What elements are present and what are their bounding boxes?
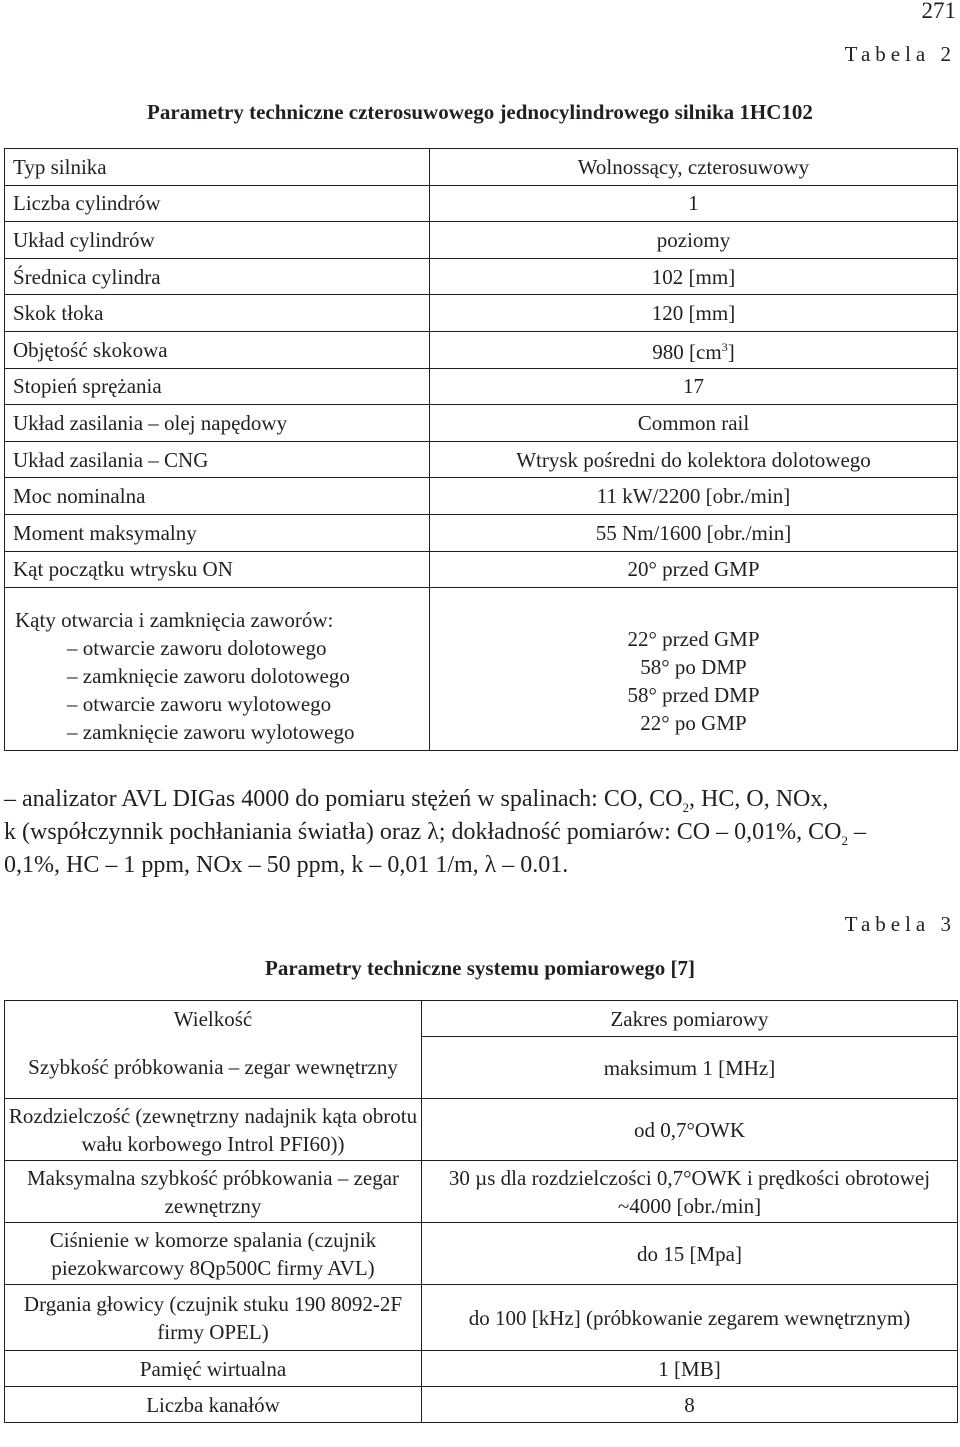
param-name: Stopień sprężania xyxy=(5,368,430,405)
column-header: Wielkość xyxy=(5,1001,422,1037)
table-row xyxy=(5,602,958,751)
table-2-label: Tabela 2 xyxy=(844,42,956,66)
table-row xyxy=(5,1223,958,1285)
param-value: 8 xyxy=(422,1387,958,1423)
table-row xyxy=(5,514,958,551)
param-name: Układ zasilania – CNG xyxy=(5,441,430,478)
subscript: 2 xyxy=(682,799,690,815)
valves-values xyxy=(430,602,958,751)
paragraph-line xyxy=(4,819,866,849)
param-name: Maksymalna szybkość próbkowania – zegar zewnętrzny xyxy=(5,1161,422,1223)
valves-heading: Kąty otwarcia i zamknięcia zaworów: xyxy=(15,608,334,633)
column-header: Zakres pomiarowy xyxy=(422,1001,958,1037)
paragraph-text: – xyxy=(847,819,866,845)
param-name: Kąt początku wtrysku ON xyxy=(5,551,430,588)
param-name: Średnica cylindra xyxy=(5,258,430,295)
paragraph-line xyxy=(4,786,828,816)
table-row xyxy=(5,331,958,368)
paragraph-text: , HC, O, NOx, xyxy=(689,786,829,812)
param-value: maksimum 1 [MHz] xyxy=(422,1037,958,1099)
table-row xyxy=(5,185,958,222)
superscript: 3 xyxy=(721,340,728,355)
valve-item: – zamknięcie zaworu wylotowego xyxy=(67,720,355,745)
param-value: 20° przed GMP xyxy=(430,551,958,588)
table-row xyxy=(5,1285,958,1351)
param-value: 1 xyxy=(430,185,958,222)
valve-value: 22° po GMP xyxy=(640,711,747,736)
table-header-row xyxy=(5,1001,958,1037)
valve-value: 58° przed DMP xyxy=(627,683,760,708)
table-3-label: Tabela 3 xyxy=(844,912,956,936)
valve-item: – otwarcie zaworu dolotowego xyxy=(67,636,327,661)
valves-names xyxy=(5,602,430,751)
table-row xyxy=(5,1351,958,1387)
param-value: 102 [mm] xyxy=(430,258,958,295)
table-2-title: Parametry techniczne czterosuwowego jednocylindrowego silnika 1HC102 xyxy=(147,100,813,124)
table-row xyxy=(5,368,958,405)
valve-value: 58° po DMP xyxy=(640,655,747,680)
param-value: poziomy xyxy=(430,222,958,259)
param-value: 17 xyxy=(430,368,958,405)
param-value: Wtrysk pośredni do kolektora dolotowego xyxy=(430,441,958,478)
measurement-system-table xyxy=(4,1000,958,1423)
value-text: 980 [cm xyxy=(652,340,722,365)
table-row xyxy=(5,1387,958,1423)
table-3-title: Parametry techniczne systemu pomiarowego [7] xyxy=(265,956,695,980)
table-row xyxy=(5,551,958,588)
table-row xyxy=(5,478,958,515)
param-value: do 15 [Mpa] xyxy=(422,1223,958,1285)
paragraph-text: k (współczynnik pochłaniania światła) oraz λ; dokładność pomiarów: CO – 0,01%, CO xyxy=(4,819,842,845)
table-row xyxy=(5,1161,958,1223)
param-name: Liczba cylindrów xyxy=(5,185,430,222)
page-number: 271 xyxy=(921,0,956,23)
spacer-cell xyxy=(5,588,430,603)
valve-item: – zamknięcie zaworu dolotowego xyxy=(67,664,350,689)
engine-parameters-table xyxy=(4,148,958,751)
param-name: Ciśnienie w komorze spalania (czujnik piezokwarcowy 8Qp500C firmy AVL) xyxy=(5,1223,422,1285)
table-row xyxy=(5,222,958,259)
table-row xyxy=(5,258,958,295)
subscript: 2 xyxy=(841,832,848,848)
table-row xyxy=(5,295,958,332)
param-name: Liczba kanałów xyxy=(5,1387,422,1423)
param-value: do 100 [kHz] (próbkowanie zegarem wewnętrznym) xyxy=(422,1285,958,1351)
param-name: Układ cylindrów xyxy=(5,222,430,259)
table-row xyxy=(5,405,958,442)
spacer-cell xyxy=(430,588,958,603)
param-value: 120 [mm] xyxy=(430,295,958,332)
param-value: Wolnossący, czterosuwowy xyxy=(430,149,958,186)
paragraph-line: 0,1%, HC – 1 ppm, NOx – 50 ppm, k – 0,01 1/m, λ – 0.01. xyxy=(4,852,569,878)
param-name: Skok tłoka xyxy=(5,295,430,332)
param-name: Układ zasilania – olej napędowy xyxy=(5,405,430,442)
param-name: Typ silnika xyxy=(5,149,430,186)
param-value: 55 Nm/1600 [obr./min] xyxy=(430,514,958,551)
param-name: Rozdzielczość (zewnętrzny nadajnik kąta obrotu wału korbowego Introl PFI60)) xyxy=(5,1099,422,1161)
param-name: Objętość skokowa xyxy=(5,331,430,368)
valve-item: – otwarcie zaworu wylotowego xyxy=(67,692,332,717)
paragraph-text: – analizator AVL DIGas 4000 do pomiaru stężeń w spalinach: CO, CO xyxy=(4,786,683,812)
param-name: Moc nominalna xyxy=(5,478,430,515)
table-row xyxy=(5,149,958,186)
param-value: 30 µs dla rozdzielczości 0,7°OWK i prędkości obrotowej ~4000 [obr./min] xyxy=(422,1161,958,1223)
param-value: Common rail xyxy=(430,405,958,442)
param-value: 1 [MB] xyxy=(422,1351,958,1387)
param-name: Szybkość próbkowania – zegar wewnętrzny xyxy=(5,1037,422,1099)
param-value: 11 kW/2200 [obr./min] xyxy=(430,478,958,515)
valve-value: 22° przed GMP xyxy=(627,627,760,652)
table-row xyxy=(5,1037,958,1099)
param-value xyxy=(430,331,958,368)
param-name: Moment maksymalny xyxy=(5,514,430,551)
param-value: od 0,7°OWK xyxy=(422,1099,958,1161)
param-name: Pamięć wirtualna xyxy=(5,1351,422,1387)
param-name: Drgania głowicy (czujnik stuku 190 8092-2F firmy OPEL) xyxy=(5,1285,422,1351)
value-text-end: ] xyxy=(727,340,735,365)
table-spacer xyxy=(5,588,958,603)
table-row xyxy=(5,1099,958,1161)
table-row xyxy=(5,441,958,478)
